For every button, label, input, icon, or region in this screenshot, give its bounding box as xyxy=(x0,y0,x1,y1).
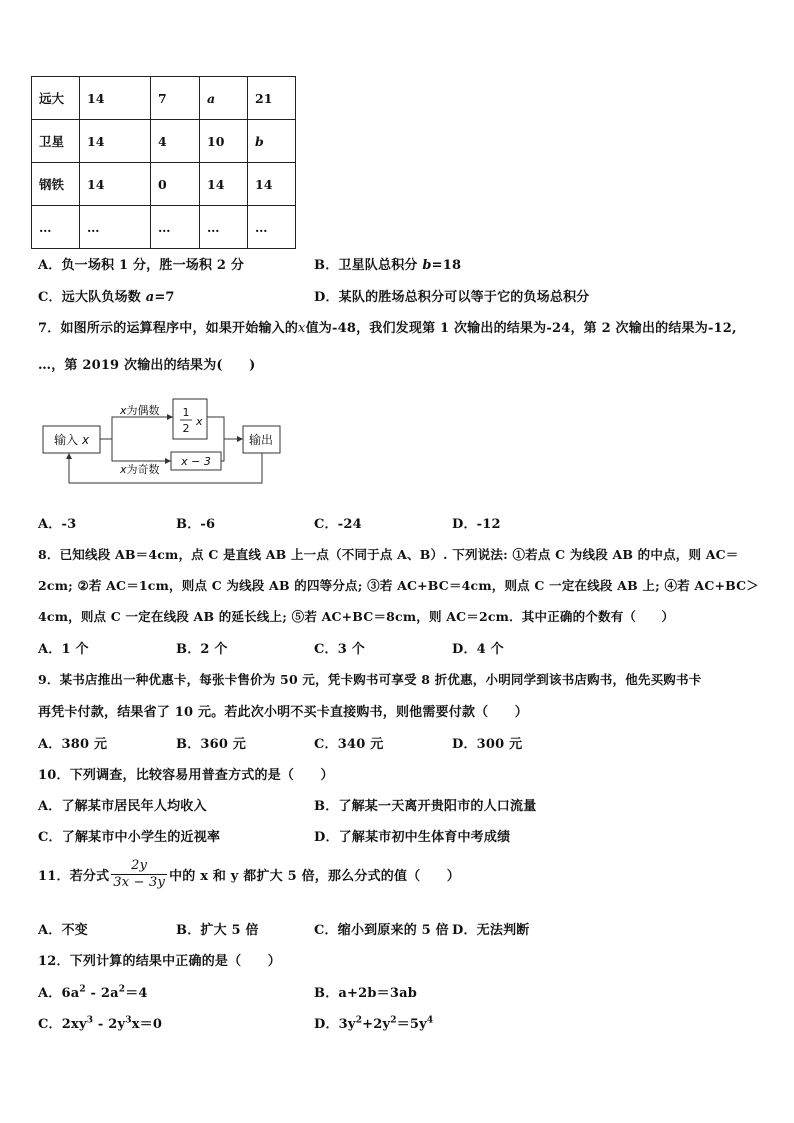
q10-option-b: B．了解某一天离开贵阳市的人口流量 xyxy=(314,799,537,814)
q6-option-c-var: a xyxy=(145,290,155,305)
q6-option-b xyxy=(314,254,461,273)
q12-option-d xyxy=(314,1013,433,1032)
q11-fraction-num: 2y xyxy=(111,858,167,875)
table-cell: 14 xyxy=(80,120,151,163)
q7-option-a: A．-3 xyxy=(38,517,77,532)
table-cell: … xyxy=(151,206,200,249)
q10-option-a: A．了解某市居民年人均收入 xyxy=(38,799,207,814)
q9-option-c: C．340 元 xyxy=(314,737,384,752)
q8-option-a: A．1 个 xyxy=(38,642,89,657)
flow-arrow-even-icon xyxy=(167,414,173,420)
q8-stem-line3: 4cm，则点 C 一定在线段 AB 的延长线上; ⑤若 AC+BC＝8cm，则 AC＝2cm．其中正确的个数有（ ） xyxy=(38,609,675,624)
table-cell: 钢铁 xyxy=(32,163,80,206)
q12-d-post: ＝5y xyxy=(396,1017,427,1032)
flow-minus-text: x − 3 xyxy=(181,455,211,468)
q11-option-d: D．无法判断 xyxy=(452,923,530,938)
q6-option-c-post: =7 xyxy=(154,290,175,305)
flow-loop-line xyxy=(69,453,262,483)
q7-stem-var: x xyxy=(298,321,306,336)
table-cell: 4 xyxy=(151,120,200,163)
q12-d-sup2: 2 xyxy=(390,1015,397,1026)
q11-fraction xyxy=(111,858,167,891)
q9-stem-line1: 9．某书店推出一种优惠卡，每张卡售价为 50 元，凭卡购书可享受 8 折优惠，小明同学到该书店购书，他先买购书卡 xyxy=(38,672,702,687)
table-row xyxy=(32,163,296,206)
q11-option-c: C．缩小到原来的 5 倍 xyxy=(314,923,449,938)
q7-stem-pre: 7．如图所示的运算程序中，如果开始输入的 xyxy=(38,321,299,336)
q7-option-d: D．-12 xyxy=(452,517,501,532)
q12-c-pre: C．2xy xyxy=(38,1017,87,1032)
q9-option-d: D．300 元 xyxy=(452,737,523,752)
q12-d-sup1: 2 xyxy=(355,1015,363,1026)
q6-option-b-post: =18 xyxy=(431,258,462,273)
q12-d-sup3: 4 xyxy=(426,1015,434,1026)
q6-option-b-pre: B．卫星队总积分 xyxy=(314,258,423,273)
q12-option-a xyxy=(38,982,148,1001)
table-cell: … xyxy=(32,206,80,249)
q12-a-sup2: 2 xyxy=(118,984,126,995)
table-cell: 14 xyxy=(248,163,296,206)
q8-option-c: C．3 个 xyxy=(314,642,365,657)
q8-option-b: B．2 个 xyxy=(176,642,228,657)
q7-option-c: C．-24 xyxy=(314,517,362,532)
table-cell: 0 xyxy=(151,163,200,206)
q9-option-b: B．360 元 xyxy=(176,737,247,752)
table-row xyxy=(32,120,296,163)
flow-arrow-output-icon xyxy=(237,436,243,442)
q7-stem-line1 xyxy=(38,317,737,336)
table-cell: 14 xyxy=(80,163,151,206)
flow-arrow-loop-icon xyxy=(66,453,72,459)
q7-flowchart xyxy=(38,395,288,490)
table-cell: 14 xyxy=(200,163,248,206)
q6-option-c-pre: C．远大队负场数 xyxy=(38,290,146,305)
q8-stem-line1: 8．已知线段 AB＝4cm，点 C 是直线 AB 上一点（不同于点 A、B）. 下列说法: ①若点 C 为线段 AB 的中点，则 AC＝ xyxy=(38,547,739,562)
q6-option-c xyxy=(38,286,175,305)
q7-stem-line2: …，第 2019 次输出的结果为( ) xyxy=(38,358,256,373)
q12-a-mid: - 2a xyxy=(85,986,119,1001)
q10-option-d: D．了解某市初中生体育中考成绩 xyxy=(314,830,511,845)
q12-c-mid: - 2y xyxy=(93,1017,126,1032)
table-cell: … xyxy=(200,206,248,249)
table-cell: 7 xyxy=(151,77,200,120)
q9-stem-line2: 再凭卡付款，结果省了 10 元。若此次小明不买卡直接购书，则他需要付款（ ） xyxy=(38,705,528,720)
q12-option-b: B．a+2b＝3ab xyxy=(314,986,417,1001)
table-cell: a xyxy=(200,77,248,120)
flow-half-den: 2 xyxy=(182,422,190,435)
q6-option-b-var: b xyxy=(422,258,432,273)
q7-option-b: B．-6 xyxy=(176,517,216,532)
flow-half-num: 1 xyxy=(182,406,190,419)
q10-option-c: C．了解某市中小学生的近视率 xyxy=(38,830,221,845)
q12-d-mid: +2y xyxy=(362,1017,391,1032)
q12-a-post: ＝4 xyxy=(125,986,148,1001)
table-row xyxy=(32,77,296,120)
score-table-body xyxy=(32,77,296,249)
q10-stem: 10．下列调查，比较容易用普查方式的是（ ） xyxy=(38,768,334,783)
q12-c-post: x＝0 xyxy=(131,1017,163,1032)
table-cell: … xyxy=(80,206,151,249)
q9-option-a: A．380 元 xyxy=(38,737,108,752)
table-cell: … xyxy=(248,206,296,249)
table-cell: 14 xyxy=(80,77,151,120)
q8-stem-line2: 2cm; ②若 AC＝1cm，则点 C 为线段 AB 的四等分点; ③若 AC+BC＝4cm，则点 C 一定在线段 AB 上; ④若 AC+BC＞ xyxy=(38,578,759,593)
q11-stem xyxy=(38,858,460,891)
flow-even-label: x为偶数 xyxy=(120,404,160,417)
q7-stem-post: 值为-48，我们发现第 1 次输出的结果为-24，第 2 次输出的结果为-12, xyxy=(305,321,737,336)
q6-option-a: A．负一场积 1 分，胜一场积 2 分 xyxy=(38,258,245,273)
flow-output-text: 输出 xyxy=(248,433,274,447)
q11-option-a: A．不变 xyxy=(38,923,88,938)
table-row xyxy=(32,206,296,249)
table-cell: 卫星 xyxy=(32,120,80,163)
q12-d-pre: D．3y xyxy=(314,1017,356,1032)
flow-branch-lines xyxy=(100,417,173,461)
q11-option-b: B．扩大 5 倍 xyxy=(176,923,259,938)
flow-odd-label: x为奇数 xyxy=(120,463,160,476)
q12-a-sup1: 2 xyxy=(79,984,86,995)
q6-option-d: D．某队的胜场总积分可以等于它的负场总积分 xyxy=(314,290,590,305)
q11-stem-post: 中的 x 和 y 都扩大 5 倍，那么分式的值（ ） xyxy=(169,869,460,884)
table-cell: 远大 xyxy=(32,77,80,120)
q11-fraction-den: 3x − 3y xyxy=(113,875,166,890)
table-cell: 21 xyxy=(248,77,296,120)
flow-arrow-odd-icon xyxy=(165,458,171,464)
score-table xyxy=(31,76,296,249)
table-cell: 10 xyxy=(200,120,248,163)
flow-input-text: 输入 x xyxy=(54,433,90,447)
q12-a-pre: A．6a xyxy=(38,986,80,1001)
q12-stem: 12．下列计算的结果中正确的是（ ） xyxy=(38,954,281,969)
flow-half-var: x xyxy=(196,415,203,428)
q12-option-c xyxy=(38,1013,162,1032)
table-cell: b xyxy=(248,120,296,163)
q8-option-d: D．4 个 xyxy=(452,642,504,657)
q12-c-sup2: 3 xyxy=(125,1015,132,1026)
q12-c-sup1: 3 xyxy=(86,1015,94,1026)
q11-stem-pre: 11．若分式 xyxy=(38,869,110,884)
